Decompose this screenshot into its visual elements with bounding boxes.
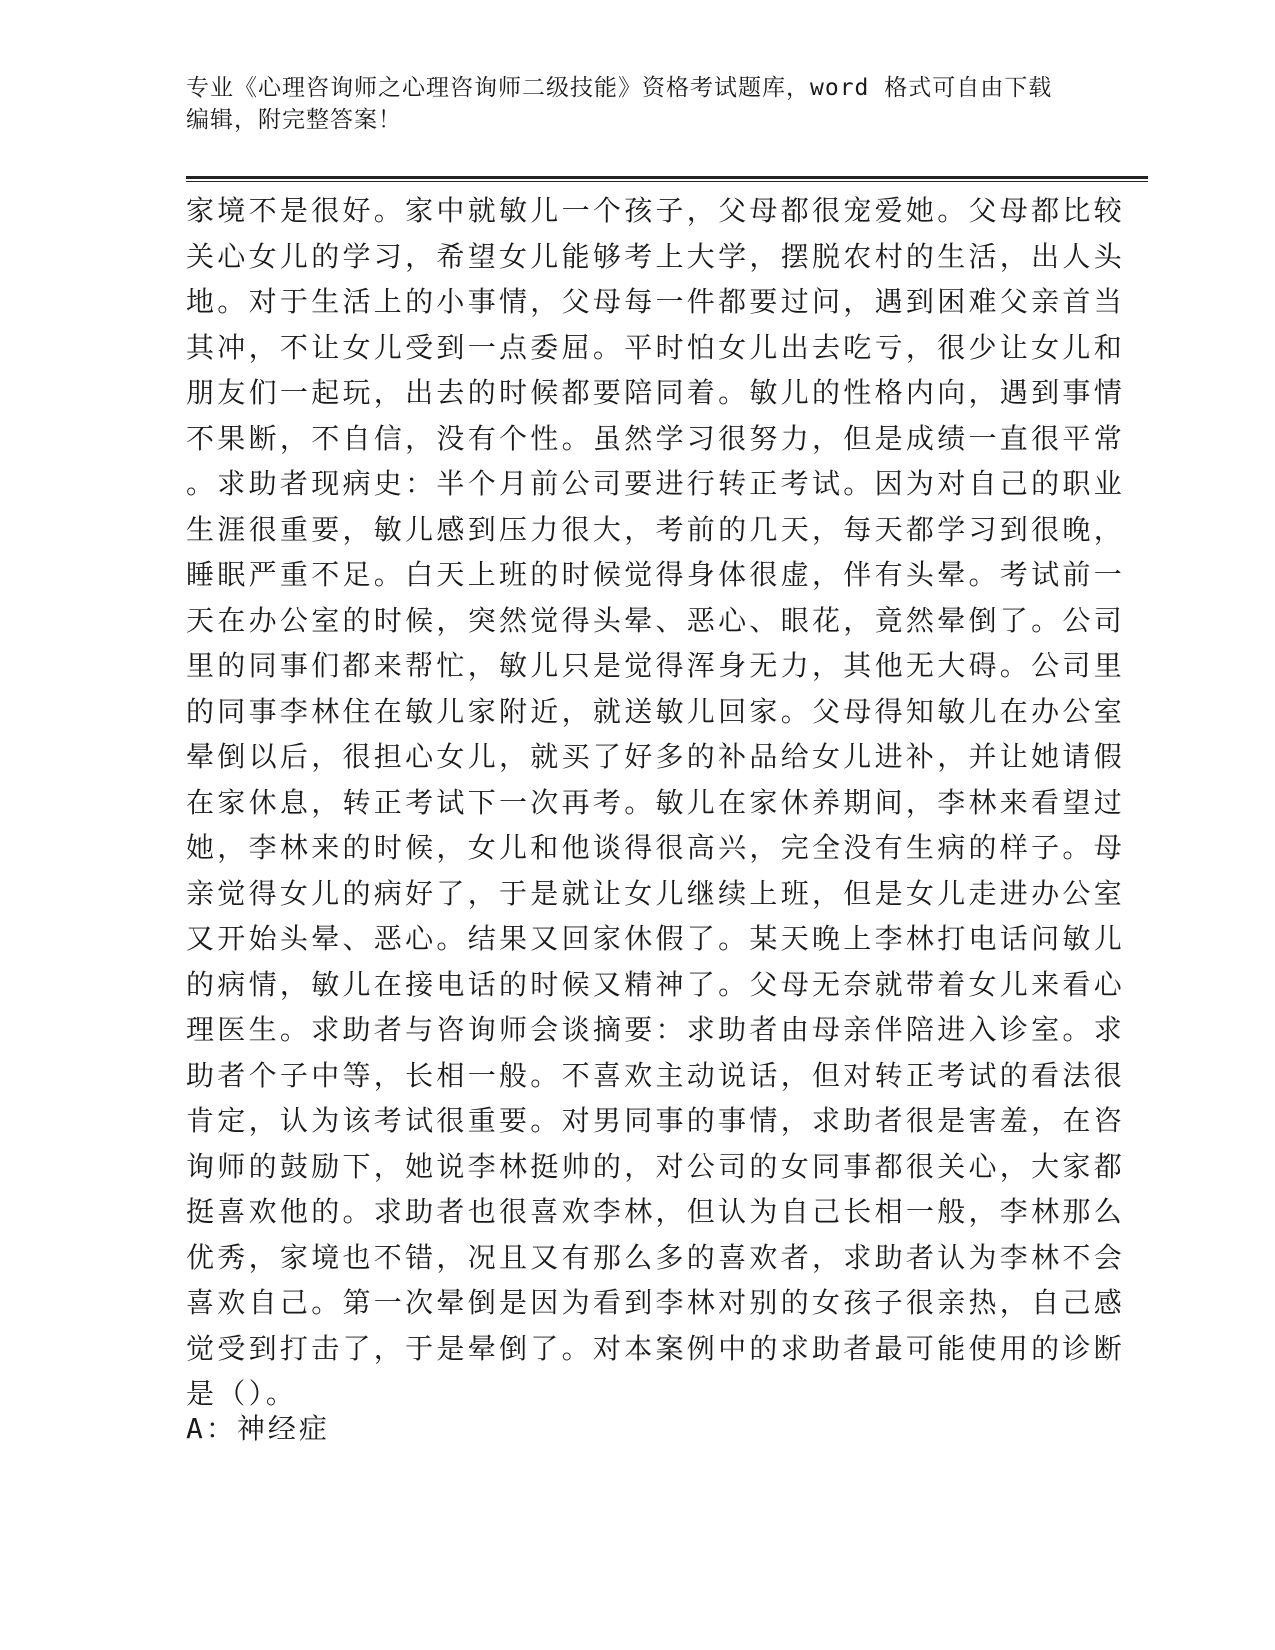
body-line: 理医生。求助者与咨询师会谈摘要：求助者由母亲伴陪进入诊室。求: [186, 1013, 1126, 1046]
body-line: 。求助者现病史：半个月前公司要进行转正考试。因为对自己的职业: [186, 467, 1126, 500]
body-line: 她，李林来的时候，女儿和他谈得很高兴，完全没有生病的样子。母: [186, 831, 1126, 864]
body-line: 其冲，不让女儿受到一点委屈。平时怕女儿出去吃亏，很少让女儿和: [186, 330, 1126, 364]
body-line: 睡眠严重不足。白天上班的时候觉得身体很虚，伴有头晕。考试前一: [186, 558, 1126, 591]
body-line: 朋友们一起玩，出去的时候都要陪同着。敏儿的性格内向，遇到事情: [186, 376, 1126, 409]
body-line: 的同事李林住在敏儿家附近，就送敏儿回家。父母得知敏儿在办公室: [186, 694, 1126, 728]
body-line: 亲觉得女儿的病好了，于是就让女儿继续上班，但是女儿走进办公室: [186, 876, 1126, 910]
body-line: 家境不是很好。家中就敏儿一个孩子，父母都很宠爱她。父母都比较: [186, 194, 1126, 227]
header-line-1: 专业《心理咨询师之心理咨询师二级技能》资格考试题库，word 格式可自由下载: [186, 75, 1053, 101]
body-line: 生涯很重要，敏儿感到压力很大，考前的几天，每天都学习到很晚，: [186, 512, 1126, 546]
body-line: 肯定，认为该考试很重要。对男同事的事情，求助者很是害羞，在咨: [186, 1104, 1126, 1137]
body-line: 晕倒以后，很担心女儿，就买了好多的补品给女儿进补，并让她请假: [186, 740, 1126, 773]
body-line: 里的同事们都来帮忙，敏儿只是觉得浑身无力，其他无大碍。公司里: [186, 649, 1126, 682]
document-header: [186, 72, 1066, 136]
body-line: 优秀，家境也不错，况且又有那么多的喜欢者，求助者认为李林不会: [186, 1240, 1126, 1274]
body-line: 助者个子中等，长相一般。不喜欢主动说话，但对转正考试的看法很: [186, 1058, 1126, 1092]
body-line: 觉受到打击了，于是晕倒了。对本案例中的求助者最可能使用的诊断: [186, 1331, 1126, 1365]
header-rule-thin: [186, 181, 1148, 182]
body-line: 询师的鼓励下，她说李林挺帅的，对公司的女同事都很关心，大家都: [186, 1149, 1126, 1183]
body-line: 关心女儿的学习，希望女儿能够考上大学，摆脱农村的生活，出人头: [186, 239, 1126, 273]
body-line: 的病情，敏儿在接电话的时候又精神了。父母无奈就带着女儿来看心: [186, 967, 1126, 1001]
body-line: 在家休息，转正考试下一次再考。敏儿在家休养期间，李林来看望过: [186, 785, 1126, 819]
body-line: 喜欢自己。第一次晕倒是因为看到李林对别的女孩子很亲热，自己感: [186, 1286, 1126, 1319]
question-body: [186, 188, 1126, 1417]
body-line: 是（）。: [186, 1377, 298, 1410]
body-line: 天在办公室的时候，突然觉得头晕、恶心、眼花，竟然晕倒了。公司: [186, 603, 1126, 637]
header-line-2: 编辑，附完整答案！: [186, 107, 402, 133]
body-line: 不果断，不自信，没有个性。虽然学习很努力，但是成绩一直很平常: [186, 421, 1126, 455]
body-line: 挺喜欢他的。求助者也很喜欢李林，但认为自己长相一般，李林那么: [186, 1195, 1126, 1228]
body-line: 地。对于生活上的小事情，父母每一件都要过问，遇到困难父亲首当: [186, 285, 1126, 318]
header-rule-thick: [186, 176, 1148, 179]
answer-option-a: A：神经症: [186, 1412, 330, 1445]
body-line: 又开始头晕、恶心。结果又回家休假了。某天晚上李林打电话问敏儿: [186, 922, 1126, 955]
